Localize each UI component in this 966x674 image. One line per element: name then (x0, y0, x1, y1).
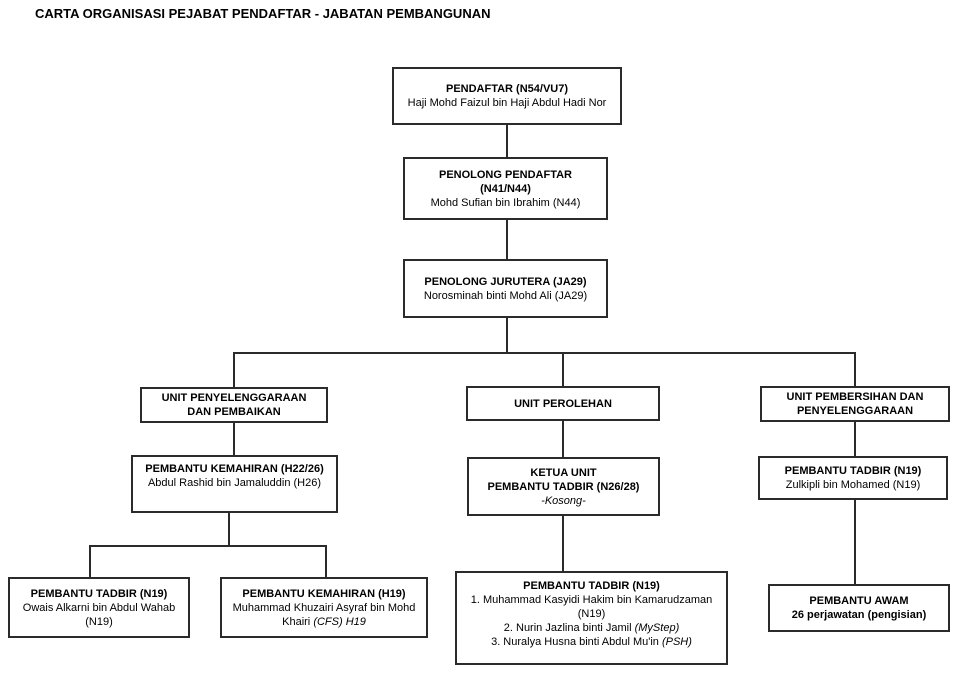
connector-jurutera-branches (506, 318, 508, 352)
connector-left-children-horizontal (89, 545, 327, 547)
node-title: PEMBANTU TADBIR (N26/28) (487, 480, 640, 493)
connector-drop-kemahiran-h19 (325, 545, 327, 577)
node-person: Owais Alkarni bin Abdul Wahab (22, 601, 176, 614)
node-count: 26 perjawatan (pengisian) (791, 609, 927, 621)
node-unit-pembersihan (760, 386, 950, 422)
node-pembantu-awam (768, 584, 950, 632)
connector-kemahiran-children (228, 513, 230, 545)
node-person: Zulkipli bin Mohamed (N19) (785, 479, 921, 491)
node-title: PEMBANTU TADBIR (N19) (30, 587, 168, 600)
node-title: PENYELENGGARAAN (796, 405, 914, 417)
member-name: 1. Muhammad Kasyidi Hakim bin Kamarudzaman (N19) (470, 594, 713, 620)
node-title: PENOLONG PENDAFTAR (438, 168, 573, 181)
node-title: PEMBANTU TADBIR (N19) (523, 580, 660, 592)
node-title: PEMBANTU AWAM (809, 595, 909, 607)
node-person: Norosminah binti Mohd Ali (JA29) (423, 289, 588, 302)
node-person: Haji Mohd Faizul bin Haji Abdul Hadi Nor (407, 97, 607, 109)
member-name: 3. Nuralya Husna binti Abdul Mu'in (491, 636, 659, 648)
connector-unit-kemahiran (233, 423, 235, 455)
connector-drop-tadbir-left (89, 545, 91, 577)
connector-tadbir-awam (854, 500, 856, 584)
connector-drop-unit-perolehan (562, 352, 564, 386)
member-name: 2. Nurin Jazlina binti Jamil (503, 622, 632, 634)
member-suffix: (PSH) (661, 636, 692, 648)
node-title: PENDAFTAR (N54/VU7) (445, 83, 569, 95)
list-item (504, 621, 679, 635)
node-title: UNIT PENYELENGGARAAN (161, 392, 307, 404)
connector-drop-unit-penyelenggaraan (233, 352, 235, 387)
node-pembantu-tadbir-right (758, 456, 948, 500)
connector-branches-horizontal (233, 352, 856, 354)
node-title: PEMBANTU TADBIR (N19) (784, 465, 922, 477)
connector-penolong-jurutera (506, 220, 508, 259)
node-pembantu-tadbir-list (455, 571, 728, 665)
node-pendaftar (392, 67, 622, 125)
list-item (491, 635, 692, 649)
connector-drop-unit-pembersihan (854, 352, 856, 386)
person-name: Muhammad Khuzairi Asyraf bin Mohd Khairi (232, 601, 416, 628)
node-ketua-unit (467, 457, 660, 516)
node-pembantu-kemahiran-h19 (220, 577, 428, 638)
node-person: Mohd Sufian bin Ibrahim (N44) (430, 196, 581, 209)
node-title: KETUA UNIT (530, 466, 597, 479)
node-title: PEMBANTU KEMAHIRAN (H19) (242, 587, 406, 600)
node-vacancy-label: -Kosong- (541, 494, 586, 507)
node-unit-perolehan (466, 386, 660, 421)
node-person-grade: (N19) (85, 615, 113, 628)
node-penolong-jurutera (403, 259, 608, 318)
node-title: PEMBANTU KEMAHIRAN (H22/26) (145, 463, 324, 475)
list-item (461, 593, 722, 621)
member-suffix: (MyStep) (634, 622, 680, 634)
node-title: UNIT PEMBERSIHAN DAN (786, 391, 924, 403)
node-title: PENOLONG JURUTERA (JA29) (424, 275, 587, 288)
node-penolong-pendaftar (403, 157, 608, 220)
node-person: Abdul Rashid bin Jamaluddin (H26) (147, 477, 322, 489)
connector-ketua-tadbir-list (562, 516, 564, 571)
node-person (226, 601, 422, 629)
node-title: UNIT PEROLEHAN (514, 397, 612, 410)
node-pembantu-kemahiran (131, 455, 338, 513)
node-unit-penyelenggaraan (140, 387, 328, 423)
person-suffix: (CFS) H19 (313, 615, 366, 628)
chart-title: CARTA ORGANISASI PEJABAT PENDAFTAR - JABATAN PEMBANGUNAN (35, 6, 491, 21)
node-title-grade: (N41/N44) (480, 182, 531, 195)
connector-unit-tadbir-right (854, 422, 856, 456)
connector-unit-ketua (562, 421, 564, 457)
connector-pendaftar-penolong (506, 125, 508, 157)
node-pembantu-tadbir-left (8, 577, 190, 638)
node-title: DAN PEMBAIKAN (187, 406, 281, 418)
